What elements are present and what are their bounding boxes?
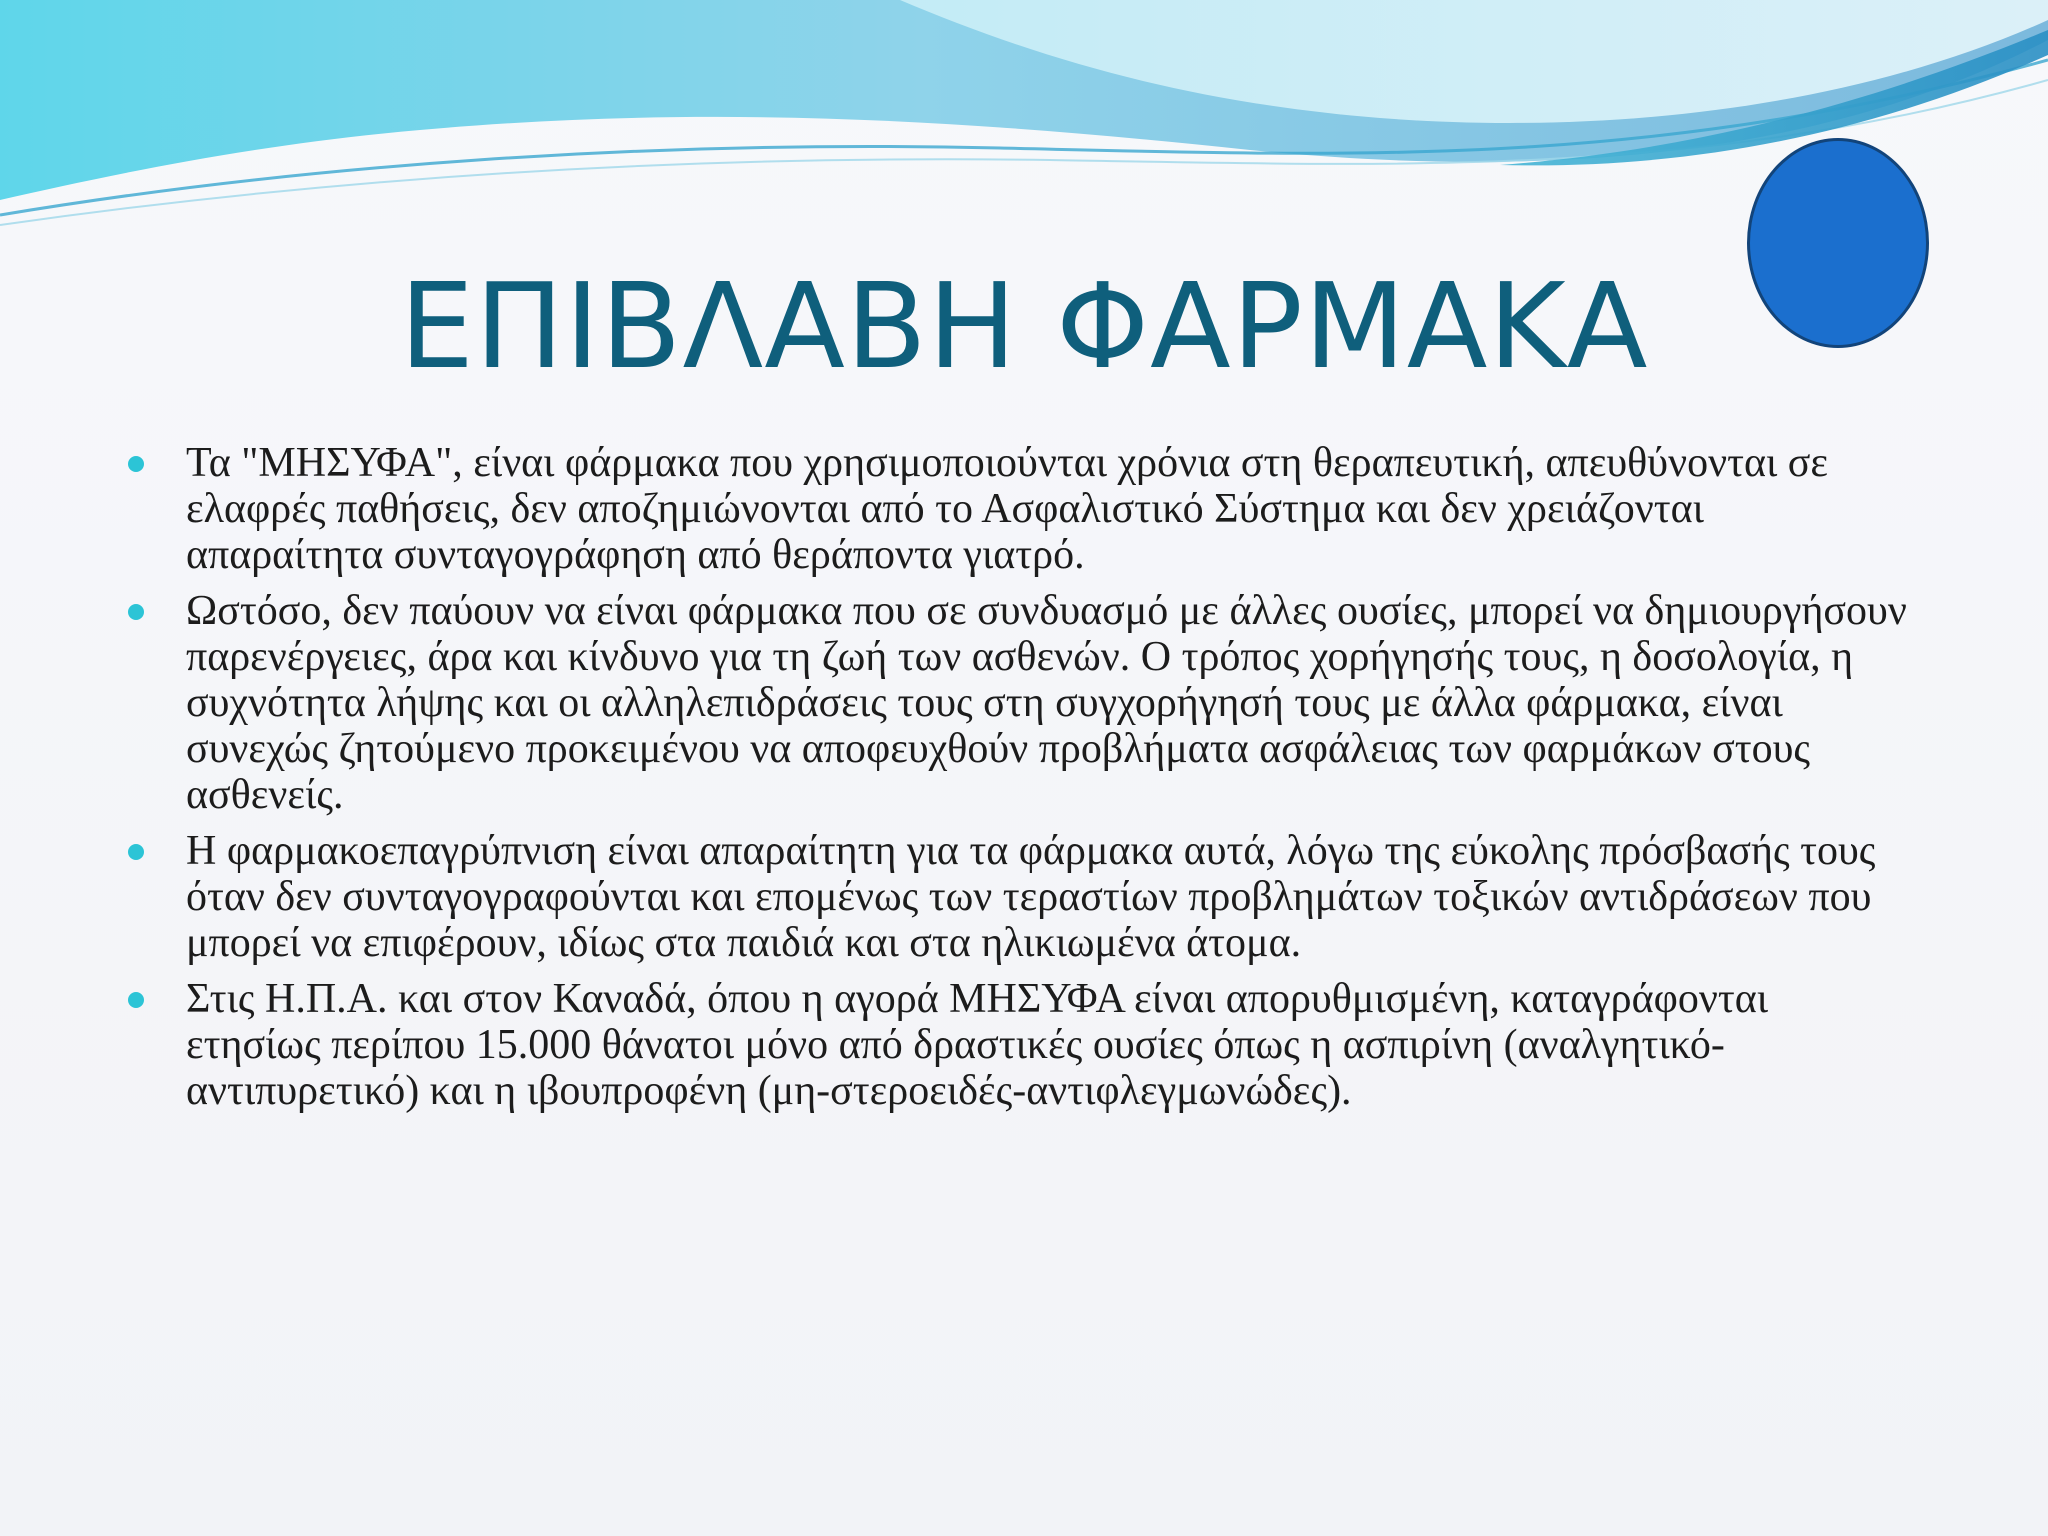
bullet-text: Στις Η.Π.Α. και στον Καναδά, όπου η αγορά ΜΗΣΥΦΑ είναι απορυθμισμένη, καταγράφονται ετησίως περίπου 15.000 θάνατοι μόνο από δραστικές ουσίες όπως η ασπιρίνη (αναλγητικό-αντιπυρετικό) και η ιβουπροφένη (μη-στεροειδές-αντιφλεγμωνώδες). bbox=[186, 976, 1769, 1114]
bullet-marker bbox=[128, 992, 144, 1008]
bullet-item bbox=[120, 588, 1910, 818]
bullet-marker bbox=[128, 604, 144, 620]
bullet-text: Τα "ΜΗΣΥΦΑ", είναι φάρμακα που χρησιμοποιούνται χρόνια στη θεραπευτική, απευθύνονται σε ελαφρές παθήσεις, δεν αποζημιώνονται από το Ασφαλιστικό Σύστημα και δεν χρειάζονται απαραίτητα συνταγογράφηση από θεράποντα γιατρό. bbox=[186, 440, 1829, 578]
header-wave-decoration bbox=[0, 0, 2048, 260]
bullet-item bbox=[120, 976, 1910, 1114]
bullet-marker bbox=[128, 844, 144, 860]
bullet-marker bbox=[128, 456, 144, 472]
bullet-item bbox=[120, 828, 1910, 966]
bullet-item bbox=[120, 440, 1910, 578]
slide-title: ΕΠΙΒΛΑΒΗ ΦΑΡΜΑΚΑ bbox=[399, 257, 1649, 395]
bullet-text: Η φαρμακοεπαγρύπνιση είναι απαραίτητη για τα φάρμακα αυτά, λόγω της εύκολης πρόσβασής τους όταν δεν συνταγογραφούνται και επομένως των τεραστίων προβλημάτων τοξικών αντιδράσεων που μπορεί να επιφέρουν, ιδίως στα παιδιά και στα ηλικιωμένα άτομα. bbox=[186, 828, 1876, 966]
bullet-text: Ωστόσο, δεν παύουν να είναι φάρμακα που σε συνδυασμό με άλλες ουσίες, μπορεί να δημιουργήσουν παρενέργειες, άρα και κίνδυνο για τη ζωή των ασθενών. Ο τρόπος χορήγησής τους, η δοσολογία, η συχνότητα λήψης και οι αλληλεπιδράσεις τους στη συγχορήγησή τους με άλλα φάρμακα, είναι συνεχώς ζητούμενο προκειμένου να αποφευχθούν προβλήματα ασφάλειας των φαρμάκων στους ασθενείς. bbox=[186, 588, 1907, 818]
bullet-list bbox=[120, 440, 1910, 1124]
